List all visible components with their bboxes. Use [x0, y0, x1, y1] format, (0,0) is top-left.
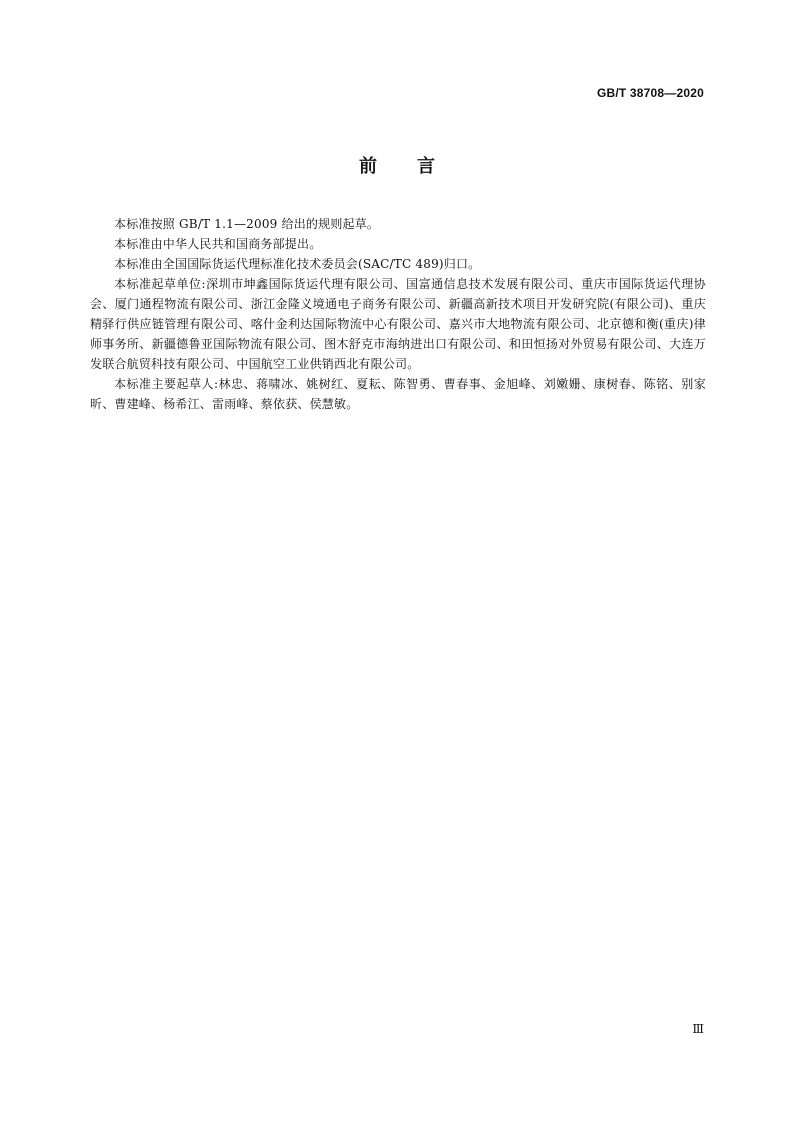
paragraph-drafting-rules: 本标准按照 GB/T 1.1—2009 给出的规则起草。 [114, 217, 380, 231]
page-number: Ⅲ [692, 1022, 704, 1036]
paragraph-proposer: 本标准由中华人民共和国商务部提出。 [114, 237, 322, 251]
paragraph-drafters: 本标准主要起草人:林忠、蒋啸冰、姚树红、夏耘、陈智勇、曹春事、金旭峰、刘嫩姗、康树春、陈铭、别家昕、曹建峰、杨希江、雷雨峰、蔡依获、侯慧敏。 [90, 377, 706, 411]
paragraph-drafting-units: 本标准起草单位:深圳市坤鑫国际货运代理有限公司、国富通信息技术发展有限公司、重庆市国际货运代理协会、厦门通程物流有限公司、浙江金隆义境通电子商务有限公司、新疆高新技术项目开发研究院(有限公司)、重庆精驿行供应链管理有限公司、喀什金利达国际物流中心有限公司、嘉兴市大地物流有限公司、北京德和衡(重庆)律师事务所、新疆德鲁亚国际物流有限公司、图木舒克市海纳进出口有限公司、和田恒扬对外贸易有限公司、大连万发联合航贸科技有限公司、中国航空工业供销西北有限公司。 [90, 277, 706, 371]
foreword-body [90, 214, 706, 414]
page-title: 前言 [359, 156, 475, 177]
standard-code: GB/T 38708—2020 [596, 86, 704, 100]
paragraph-committee: 本标准由全国国际货运代理标准化技术委员会(SAC/TC 489)归口。 [114, 257, 481, 271]
